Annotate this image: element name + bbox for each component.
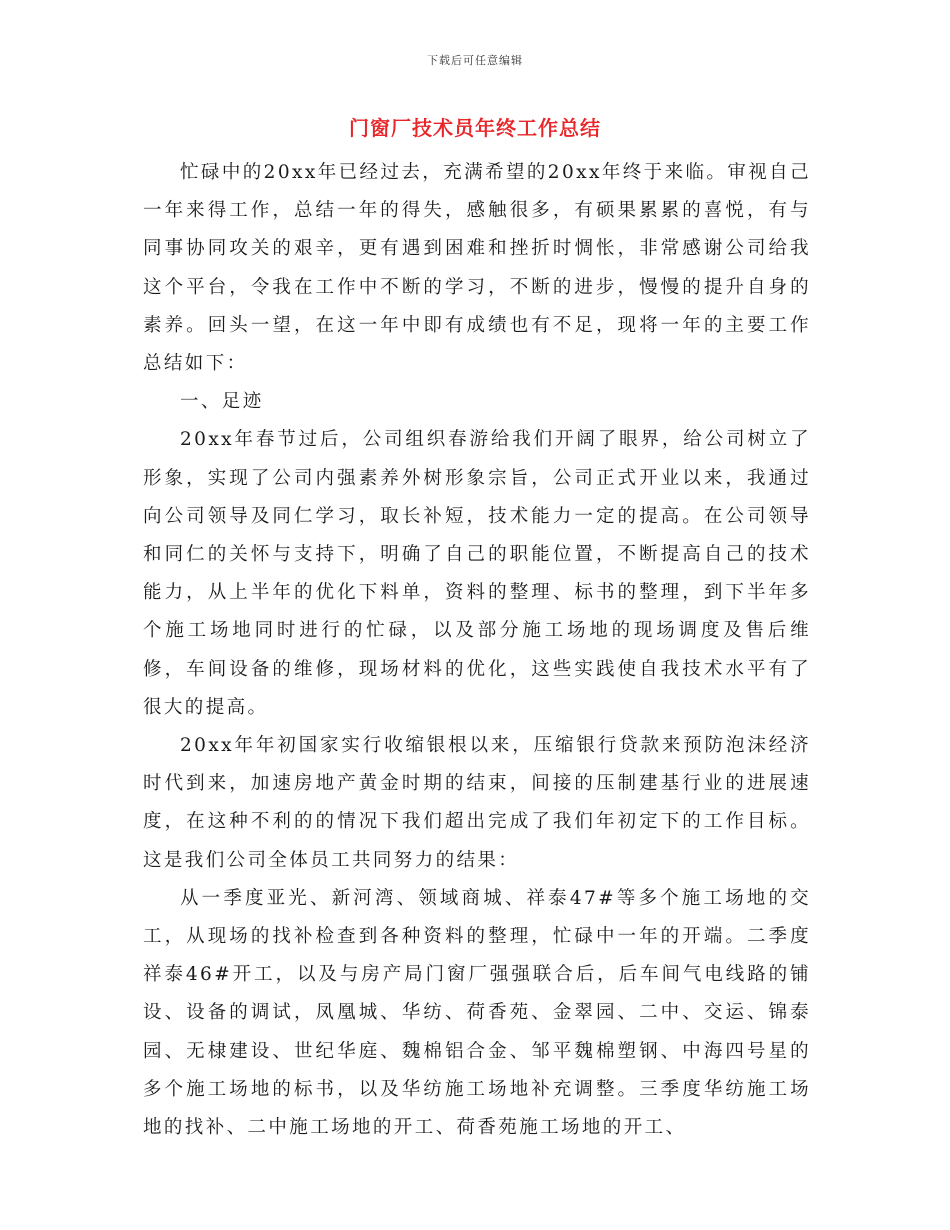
paragraph-intro: 忙碌中的20xx年已经过去，充满希望的20xx年终于来临。审视自己一年来得工作，总结一年的得失，感触很多，有硕果累累的喜悦，有与同事协同攻关的艰辛，更有遇到困难和挫折时惆怅，非常感谢公司给我这个平台，令我在工作中不断的学习，不断的进步，慢慢的提升自身的素养。回头一望，在这一年中即有成绩也有不足，现将一年的主要工作总结如下： xyxy=(143,162,811,375)
header-note: 下载后可任意编辑 xyxy=(427,54,523,67)
paragraph-footprint: 20xx年春节过后，公司组织春游给我们开阔了眼界，给公司树立了形象，实现了公司内强素养外树形象宗旨，公司正式开业以来，我通过向公司领导及同仁学习，取长补短，技术能力一定的提高。在公司领导和同仁的关怀与支持下，明确了自己的职能位置，不断提高自己的技术能力，从上半年的优化下料单，资料的整理、标书的整理，到下半年多个施工场地同时进行的忙碌，以及部分施工场地的现场调度及售后维修，车间设备的维修，现场材料的优化，这些实践使自我技术水平有了很大的提高。 xyxy=(143,429,811,718)
section-heading: 一、足迹 xyxy=(180,391,264,413)
document-body xyxy=(143,154,811,1147)
paragraph-projects: 从一季度亚光、新河湾、领域商城、祥泰47#等多个施工场地的交工，从现场的找补检查到各种资料的整理，忙碌中一年的开端。二季度祥泰46#开工，以及与房产局门窗厂强强联合后，后车间气电线路的铺设、设备的调试，凤凰城、华纺、荷香苑、金翠园、二中、交运、锦泰园、无棣建设、世纪华庭、魏棉铝合金、邹平魏棉塑钢、中海四号星的多个施工场地的标书，以及华纺施工场地补充调整。三季度华纺施工场地的找补、二中施工场地的开工、荷香苑施工场地的开工、 xyxy=(143,887,811,1139)
document-title: 门窗厂技术员年终工作总结 xyxy=(349,116,601,140)
paragraph-economy: 20xx年年初国家实行收缩银根以来，压缩银行贷款来预防泡沫经济时代到来，加速房地产黄金时期的结束，间接的压制建基行业的进展速度，在这种不利的的情况下我们超出完成了我们年初定下的工作目标。这是我们公司全体员工共同努力的结果： xyxy=(143,735,811,871)
